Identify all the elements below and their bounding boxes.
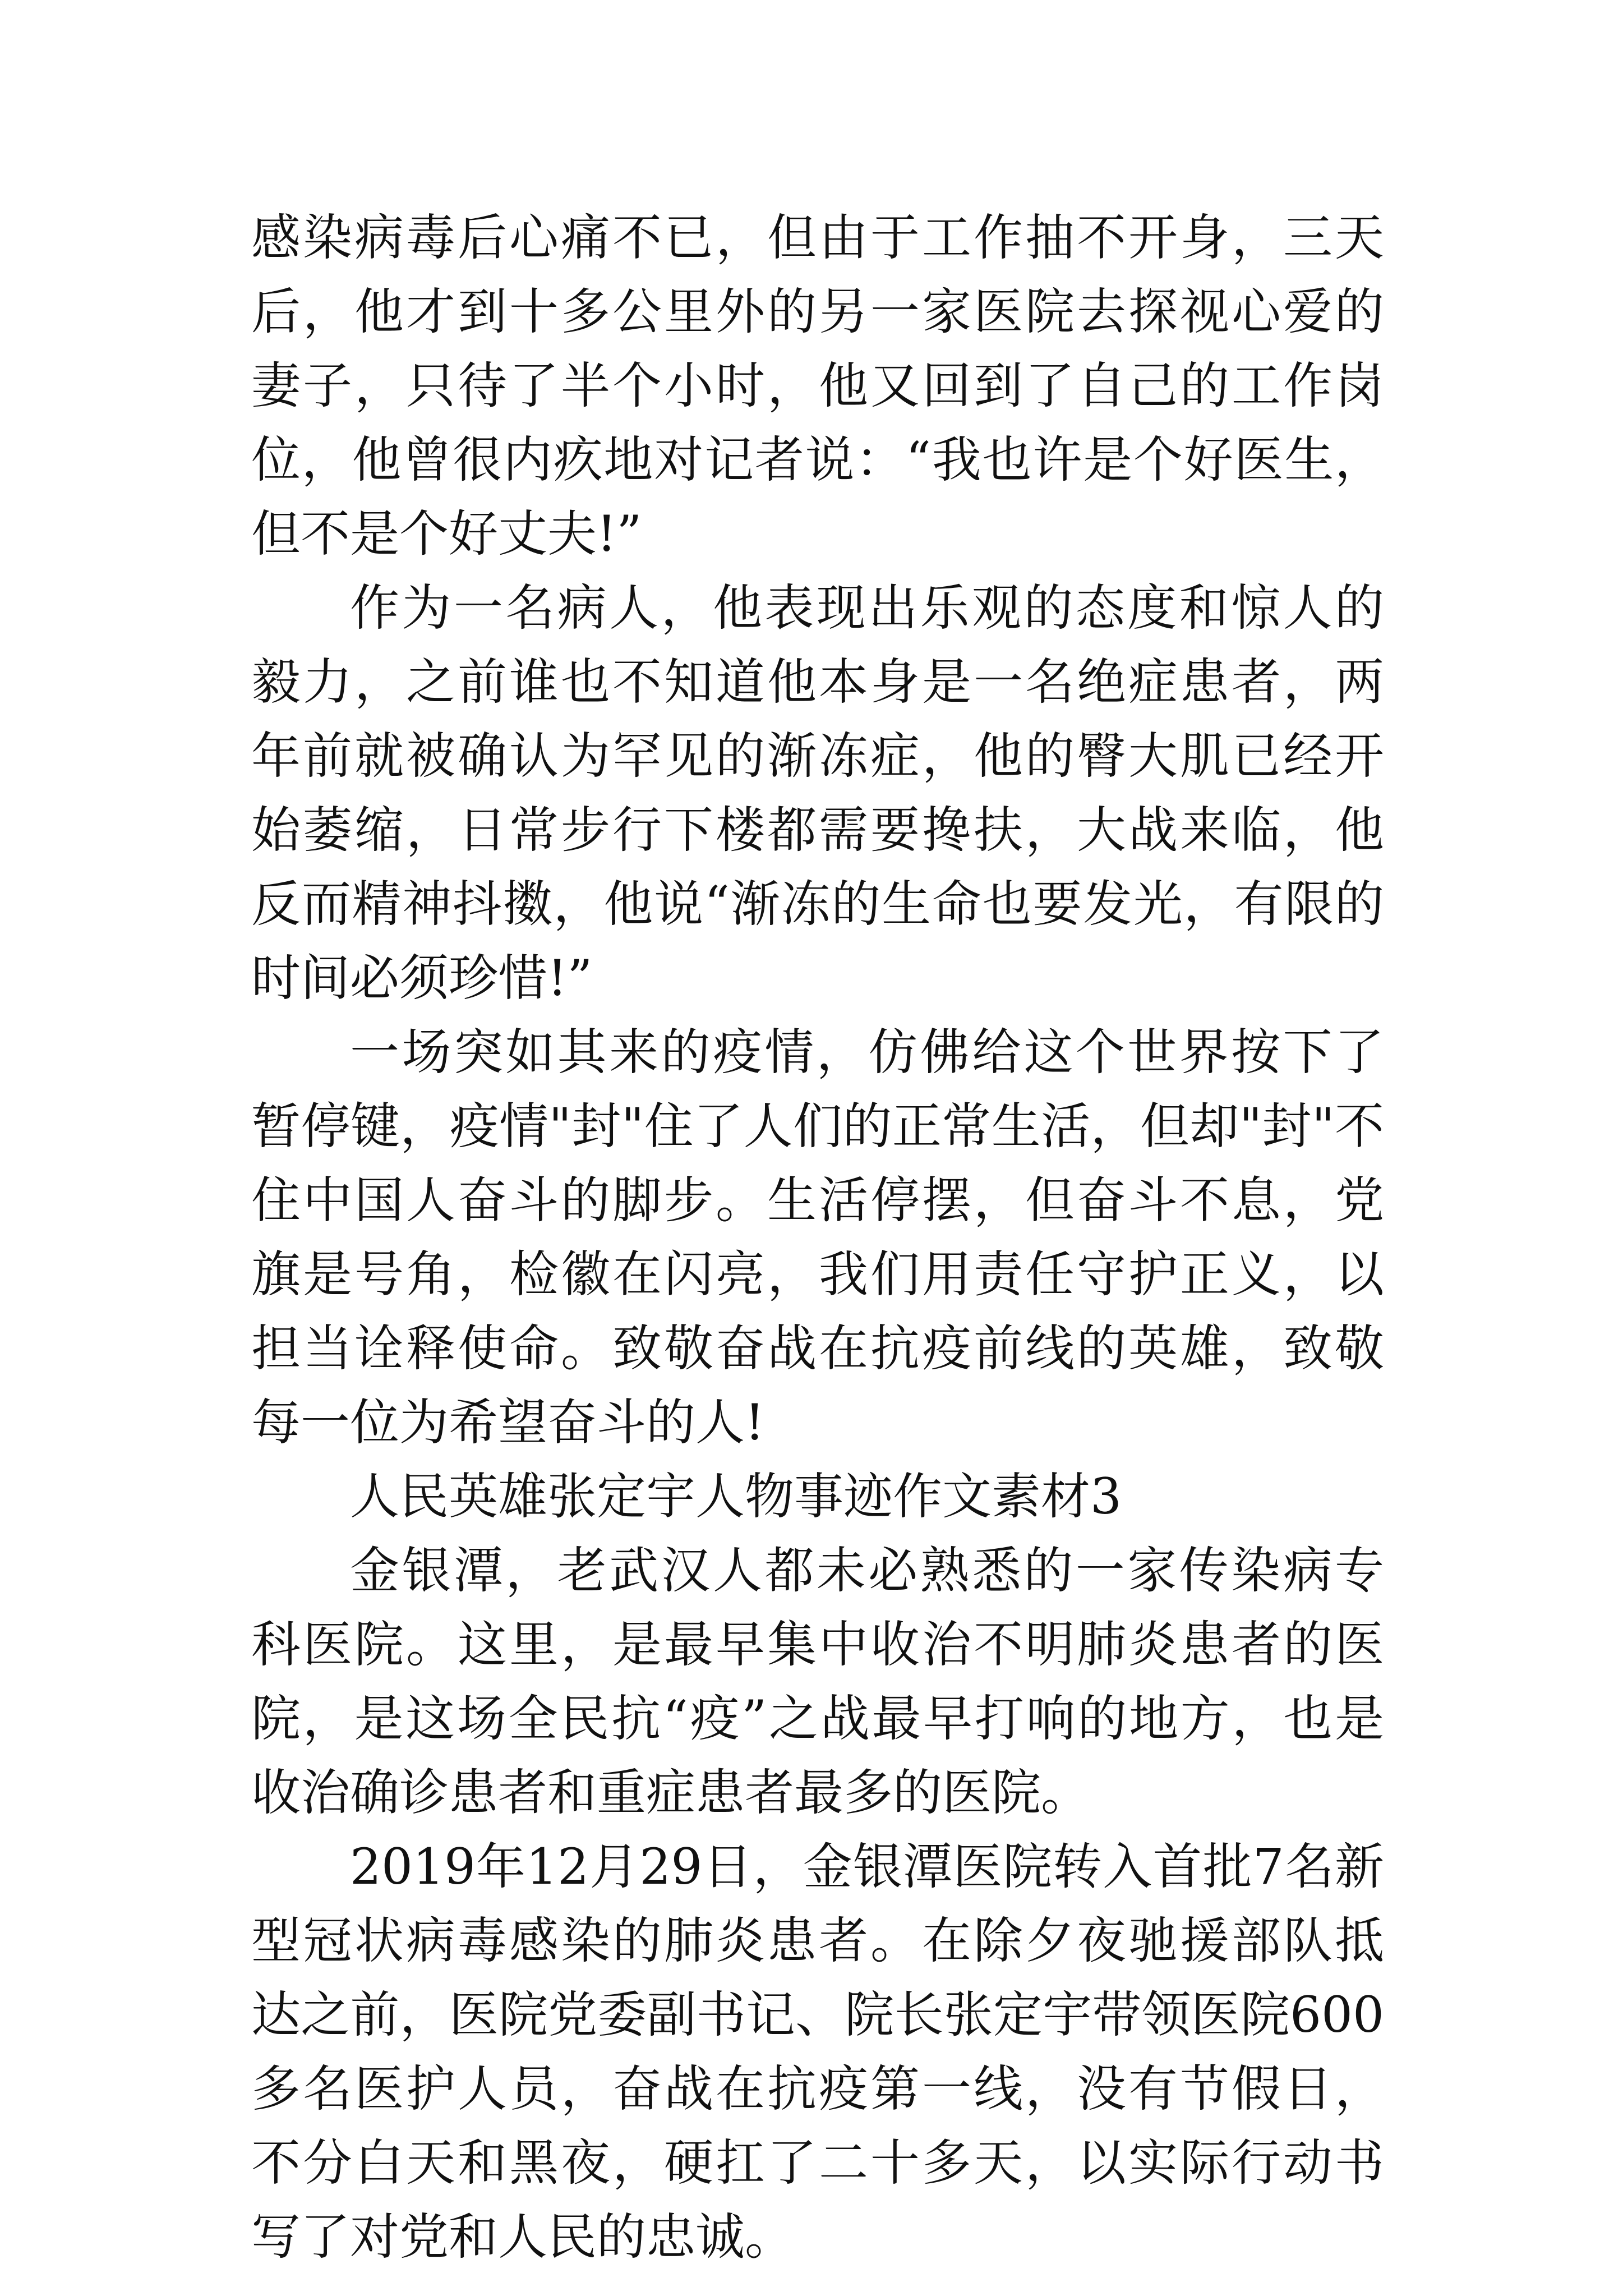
document-body <box>251 201 1384 2274</box>
paragraph-continued: 感染病毒后心痛不已，但由于工作抽不开身，三天后，他才到十多公里外的另一家医院去探视心爱的妻子，只待了半个小时，他又回到了自己的工作岗位，他曾很内疚地对记者说：“我也许是个好医生，但不是个好丈夫!” <box>251 209 1384 563</box>
paragraph: 作为一名病人，他表现出乐观的态度和惊人的毅力，之前谁也不知道他本身是一名绝症患者，两年前就被确认为罕见的渐冻症，他的臀大肌已经开始萎缩，日常步行下楼都需要搀扶，大战来临，他反而精神抖擞，他说“渐冻的生命也要发光，有限的时间必须珍惜!” <box>251 579 1384 1007</box>
section-heading: 人民英雄张定宇人物事迹作文素材3 <box>350 1467 1122 1525</box>
paragraph: 2019年12月29日，金银潭医院转入首批7名新型冠状病毒感染的肺炎患者。在除夕夜驰援部队抵达之前，医院党委副书记、院长张定宇带领医院600多名医护人员，奋战在抗疫第一线，没有节假日，不分白天和黑夜，硬扛了二十多天，以实际行动书写了对党和人民的忠诚。 <box>251 1838 1384 2266</box>
paragraph: 金银潭，老武汉人都未必熟悉的一家传染病专科医院。这里，是最早集中收治不明肺炎患者的医院，是这场全民抗“疫”之战最早打响的地方，也是收治确诊患者和重症患者最多的医院。 <box>251 1542 1384 1821</box>
paragraph: 一场突如其来的疫情，仿佛给这个世界按下了暂停键，疫情"封"住了人们的正常生活，但却"封"不住中国人奋斗的脚步。生活停摆，但奋斗不息，党旗是号角，检徽在闪亮，我们用责任守护正义，以担当诠释使命。致敬奋战在抗疫前线的英雄，致敬每一位为希望奋斗的人! <box>251 1023 1384 1451</box>
